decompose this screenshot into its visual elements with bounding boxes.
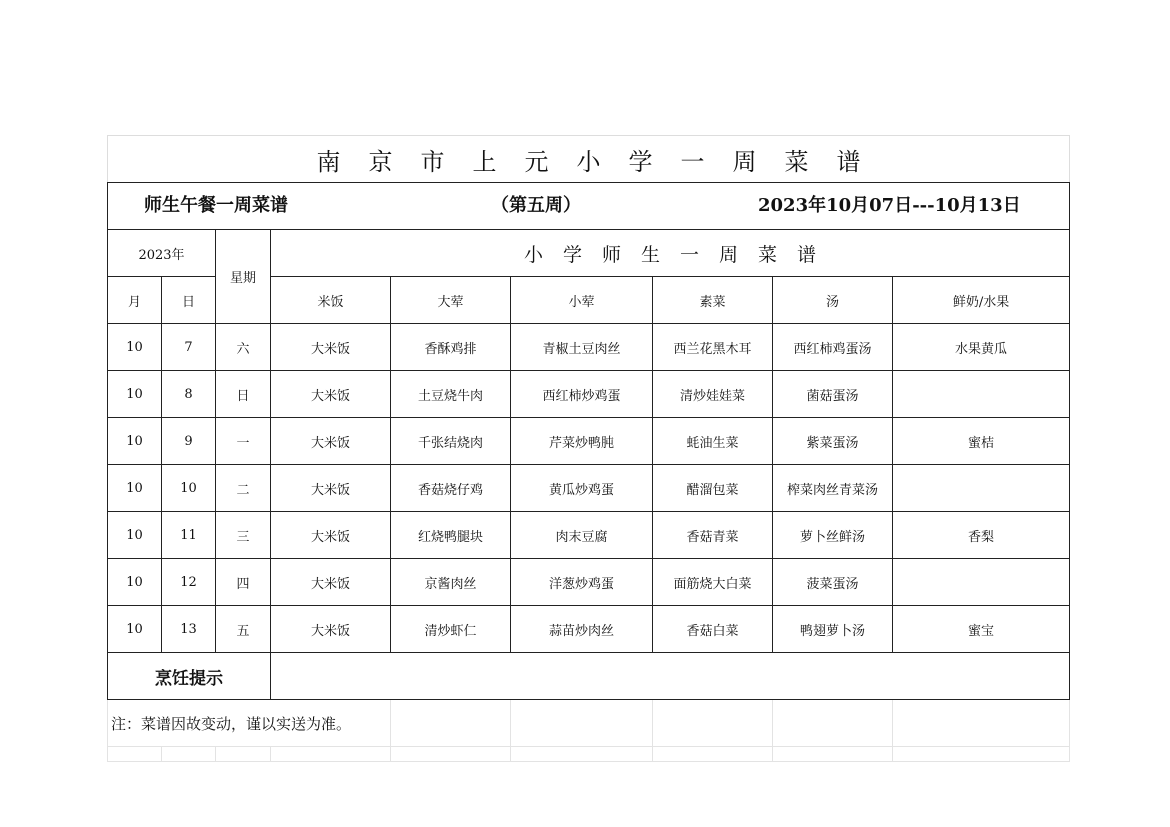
cell-main: 土豆烧牛肉 [391,371,511,418]
empty-cell [162,747,216,762]
cell-main: 千张结烧肉 [391,418,511,465]
cell-soup: 萝卜丝鲜汤 [773,512,893,559]
cell-rice: 大米饭 [271,559,391,606]
table-row [108,606,1070,653]
col-rice: 米饭 [271,277,391,324]
cell-day: 7 [162,324,216,371]
cell-veg: 醋溜包菜 [653,465,773,512]
cell-soup: 紫菜蛋汤 [773,418,893,465]
empty-cell [893,747,1070,762]
cell-weekday: 日 [216,371,271,418]
cell-small: 西红柿炒鸡蛋 [511,371,653,418]
col-fruit: 鲜奶/水果 [893,277,1070,324]
empty-cell [271,747,391,762]
cell-veg: 西兰花黑木耳 [653,324,773,371]
empty-cell [511,700,653,747]
cell-veg: 蚝油生菜 [653,418,773,465]
cell-month: 10 [108,418,162,465]
cell-fruit [893,559,1070,606]
date-range: 2023年10月07日---10月13日 [758,195,1021,216]
cell-weekday: 六 [216,324,271,371]
cell-main: 香酥鸡排 [391,324,511,371]
empty-cell [511,747,653,762]
cell-rice: 大米饭 [271,512,391,559]
subheader-left: 师生午餐一周菜谱 [144,195,288,216]
col-veg: 素菜 [653,277,773,324]
col-main: 大荤 [391,277,511,324]
year-label: 2023年 [108,230,216,277]
table-row [108,371,1070,418]
section-title: 小学师生一周菜谱 [271,230,1070,277]
cooking-tips-value [271,653,1070,700]
cell-small: 青椒土豆肉丝 [511,324,653,371]
cell-veg: 香菇白菜 [653,606,773,653]
cell-day: 10 [162,465,216,512]
cell-main: 京酱肉丝 [391,559,511,606]
empty-cell [653,747,773,762]
cell-fruit [893,465,1070,512]
cell-rice: 大米饭 [271,418,391,465]
cell-weekday: 四 [216,559,271,606]
col-soup: 汤 [773,277,893,324]
empty-cell [773,700,893,747]
cell-month: 10 [108,606,162,653]
empty-cell [893,700,1070,747]
cell-weekday: 三 [216,512,271,559]
cell-small: 黄瓜炒鸡蛋 [511,465,653,512]
table-row [108,324,1070,371]
col-day: 日 [162,277,216,324]
cell-rice: 大米饭 [271,371,391,418]
table-row [108,512,1070,559]
cell-veg: 面筋烧大白菜 [653,559,773,606]
cell-fruit: 水果黄瓜 [893,324,1070,371]
table-row [108,559,1070,606]
cell-day: 11 [162,512,216,559]
weekday-header: 星期 [216,230,271,324]
empty-cell [653,700,773,747]
week-label: （第五周） [491,195,581,216]
cell-month: 10 [108,465,162,512]
table-row [108,465,1070,512]
cell-veg: 清炒娃娃菜 [653,371,773,418]
subheader [108,183,1070,230]
menu-table [107,135,1070,762]
empty-cell [391,700,511,747]
cell-soup: 榨菜肉丝青菜汤 [773,465,893,512]
empty-cell [391,747,511,762]
cell-soup: 鸭翅萝卜汤 [773,606,893,653]
cell-soup: 西红柿鸡蛋汤 [773,324,893,371]
cell-small: 芹菜炒鸭肫 [511,418,653,465]
menu-sheet [107,135,1069,762]
cell-soup: 菌菇蛋汤 [773,371,893,418]
empty-cell [108,747,162,762]
cell-month: 10 [108,559,162,606]
cell-weekday: 一 [216,418,271,465]
cell-small: 洋葱炒鸡蛋 [511,559,653,606]
cell-small: 蒜苗炒肉丝 [511,606,653,653]
cell-day: 13 [162,606,216,653]
cell-rice: 大米饭 [271,465,391,512]
cell-day: 9 [162,418,216,465]
empty-cell [773,747,893,762]
cell-soup: 菠菜蛋汤 [773,559,893,606]
cell-main: 清炒虾仁 [391,606,511,653]
cell-fruit: 香梨 [893,512,1070,559]
cell-weekday: 二 [216,465,271,512]
cell-day: 12 [162,559,216,606]
cell-rice: 大米饭 [271,324,391,371]
cell-day: 8 [162,371,216,418]
col-month: 月 [108,277,162,324]
col-small: 小荤 [511,277,653,324]
cell-small: 肉末豆腐 [511,512,653,559]
cell-month: 10 [108,371,162,418]
cell-month: 10 [108,324,162,371]
footnote: 注：菜谱因故变动，谨以实送为准。 [108,700,391,747]
empty-cell [216,747,271,762]
cooking-tips-label: 烹饪提示 [108,653,271,700]
cell-main: 香菇烧仔鸡 [391,465,511,512]
cell-weekday: 五 [216,606,271,653]
cell-fruit: 蜜桔 [893,418,1070,465]
cell-veg: 香菇青菜 [653,512,773,559]
cell-main: 红烧鸭腿块 [391,512,511,559]
cell-rice: 大米饭 [271,606,391,653]
table-row [108,418,1070,465]
page-title: 南京市上元小学一周菜谱 [108,136,1070,183]
cell-fruit: 蜜宝 [893,606,1070,653]
cell-month: 10 [108,512,162,559]
cell-fruit [893,371,1070,418]
